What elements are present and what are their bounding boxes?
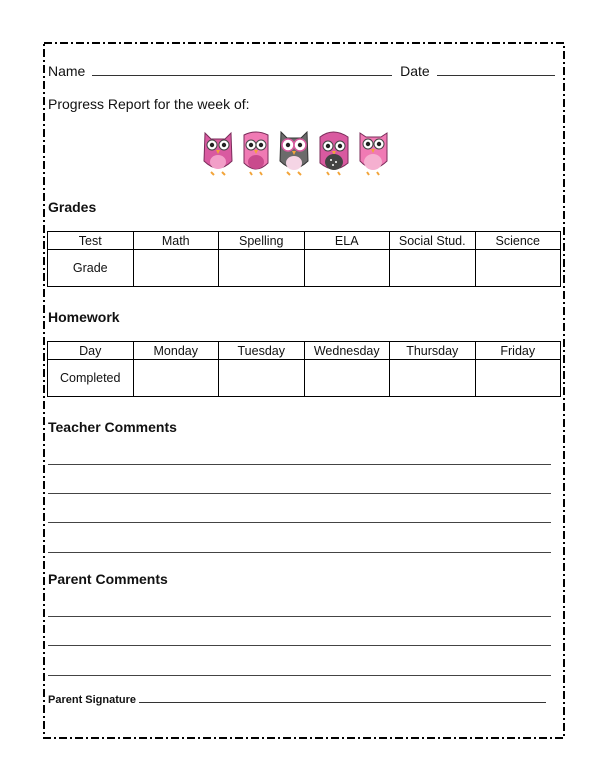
teacher-comment-line[interactable]: [48, 464, 551, 465]
report-title: Progress Report for the week of:: [48, 96, 250, 112]
parent-comments-heading: Parent Comments: [48, 571, 168, 587]
homework-wednesday-cell[interactable]: [304, 360, 390, 397]
name-label: Name: [48, 63, 86, 79]
owl-icon: [320, 132, 348, 175]
name-date-row: [48, 62, 555, 79]
parent-signature-row: [48, 692, 546, 706]
homework-thursday-cell[interactable]: [390, 360, 476, 397]
table-row: [48, 250, 561, 287]
teacher-comment-line[interactable]: [48, 552, 551, 553]
grade-ela-cell[interactable]: [304, 250, 390, 287]
table-header-cell: Monday: [133, 342, 219, 360]
owl-icon: [204, 133, 232, 175]
teacher-comments-heading: Teacher Comments: [48, 419, 177, 435]
parent-signature-field[interactable]: [139, 692, 546, 703]
homework-table: [47, 341, 561, 397]
grade-spelling-cell[interactable]: [219, 250, 305, 287]
parent-signature-label: Parent Signature: [48, 694, 137, 706]
grade-math-cell[interactable]: [133, 250, 219, 287]
homework-monday-cell[interactable]: [133, 360, 219, 397]
parent-comment-line[interactable]: [48, 645, 551, 646]
table-header-cell: Wednesday: [304, 342, 390, 360]
table-header-cell: Friday: [475, 342, 561, 360]
homework-friday-cell[interactable]: [475, 360, 561, 397]
date-field[interactable]: [437, 62, 555, 76]
parent-comment-line[interactable]: [48, 616, 551, 617]
table-header-cell: Thursday: [390, 342, 476, 360]
row-label-cell: Grade: [48, 250, 134, 287]
table-row: [48, 342, 561, 360]
table-header-cell: Test: [48, 232, 134, 250]
teacher-comment-line[interactable]: [48, 493, 551, 494]
table-header-cell: Math: [133, 232, 219, 250]
teacher-comment-line[interactable]: [48, 522, 551, 523]
grades-heading: Grades: [48, 199, 97, 215]
owl-icon: [360, 133, 387, 175]
row-label-cell: Completed: [48, 360, 134, 397]
parent-comment-line[interactable]: [48, 675, 551, 676]
table-header-cell: Tuesday: [219, 342, 305, 360]
table-header-cell: Spelling: [219, 232, 305, 250]
date-label: Date: [400, 63, 430, 79]
grade-science-cell[interactable]: [475, 250, 561, 287]
table-header-cell: Social Stud.: [390, 232, 476, 250]
owl-icon: [244, 132, 268, 175]
table-row: [48, 360, 561, 397]
owl-icon: [280, 132, 308, 175]
table-header-cell: ELA: [304, 232, 390, 250]
homework-heading: Homework: [48, 309, 120, 325]
table-header-cell: Science: [475, 232, 561, 250]
table-row: [48, 232, 561, 250]
owl-decoration: [200, 127, 395, 177]
grade-social-studies-cell[interactable]: [390, 250, 476, 287]
table-header-cell: Day: [48, 342, 134, 360]
homework-tuesday-cell[interactable]: [219, 360, 305, 397]
name-field[interactable]: [92, 62, 392, 76]
grades-table: [47, 231, 561, 287]
